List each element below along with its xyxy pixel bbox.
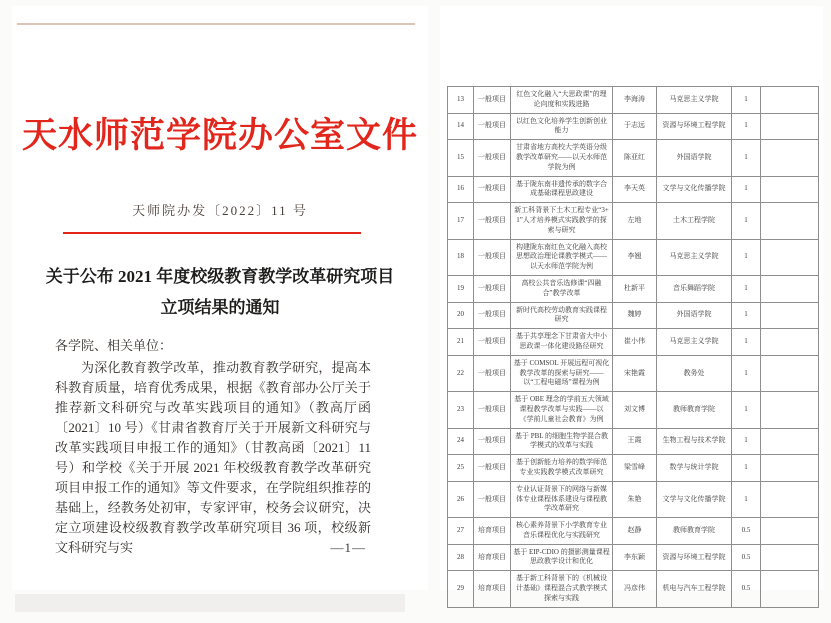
college-cell: 马克思主义学院 (657, 329, 732, 356)
table-row (448, 428, 819, 455)
red-divider-rule (63, 232, 361, 234)
notice-title (32, 262, 408, 323)
salutation-line: 各学院、相关单位： (55, 338, 173, 353)
row-number-cell: 29 (448, 571, 474, 607)
table-row (448, 239, 819, 275)
project-type-cell: 一般项目 (474, 355, 511, 391)
row-number-cell: 27 (448, 518, 474, 545)
leader-name-cell: 魏婷 (613, 302, 657, 329)
project-title-cell: 基于共享理念下甘肃省大中小思政课一体化建设路径研究 (511, 329, 613, 356)
college-cell: 资源与环境工程学院 (657, 113, 732, 140)
page-top-fold-line (17, 23, 415, 25)
project-title-cell: 高校公共音乐选修课“四融合”教学改革 (511, 275, 613, 302)
project-title-cell: 基于 PBL 的细胞生物学混合教学模式的改革与实践 (511, 428, 613, 455)
college-cell: 教师教育学院 (657, 518, 732, 545)
project-type-cell: 一般项目 (474, 455, 511, 482)
project-type-cell: 一般项目 (474, 481, 511, 517)
leader-name-cell: 宋艳霞 (613, 355, 657, 391)
notice-title-line2: 立项结果的通知 (160, 297, 280, 317)
project-title-cell: 核心素养背景下小学教育专业音乐课程优化与实践研究 (511, 518, 613, 545)
project-type-cell: 一般项目 (474, 113, 511, 140)
leader-name-cell: 崔小伟 (613, 329, 657, 356)
leader-name-cell: 李天英 (613, 176, 657, 203)
document-page-2 (440, 6, 823, 602)
score-cell: 1 (732, 176, 761, 203)
college-cell: 机电与汽车工程学院 (657, 571, 732, 607)
row-number-cell: 21 (448, 329, 474, 356)
project-title-cell: 基于 COMSOL 开展远程可视化教学改革的探索与研究——以“工程电磁场”课程为例 (511, 355, 613, 391)
leader-name-cell: 王霞 (613, 428, 657, 455)
row-number-cell: 25 (448, 455, 474, 482)
table-row (448, 140, 819, 176)
projects-table (447, 86, 819, 608)
note-cell (761, 355, 819, 391)
project-title-cell: 新工科背景下土木工程专业“3+1”人才培养模式实践教学的探索与研究 (511, 203, 613, 239)
project-type-cell: 一般项目 (474, 203, 511, 239)
project-type-cell: 培育项目 (474, 544, 511, 571)
college-cell: 文学与文化传播学院 (657, 176, 732, 203)
project-type-cell: 一般项目 (474, 392, 511, 428)
score-cell: 1 (732, 355, 761, 391)
next-page-edge-strip (15, 594, 405, 612)
project-title-cell: 以红色文化培养学生创新创业能力 (511, 113, 613, 140)
table-row (448, 392, 819, 428)
table-row (448, 302, 819, 329)
note-cell (761, 203, 819, 239)
project-type-cell: 一般项目 (474, 329, 511, 356)
note-cell (761, 455, 819, 482)
score-cell: 1 (732, 329, 761, 356)
project-title-cell: 专业认证背景下的网络与新媒体专业课程体系建设与课程教学改革研究 (511, 481, 613, 517)
table-row (448, 518, 819, 545)
score-cell: 1 (732, 275, 761, 302)
row-number-cell: 28 (448, 544, 474, 571)
college-cell: 土木工程学院 (657, 203, 732, 239)
project-title-cell: 基于 EIP-CDIO 的摄影测量课程思政教学设计和优化 (511, 544, 613, 571)
note-cell (761, 329, 819, 356)
project-type-cell: 培育项目 (474, 571, 511, 607)
project-type-cell: 一般项目 (474, 428, 511, 455)
college-cell: 数学与统计学院 (657, 455, 732, 482)
project-title-cell: 基于 OBE 理念的学前五大领域课程教学改革与实践——以《学前儿童社会教育》为例 (511, 392, 613, 428)
note-cell (761, 87, 819, 114)
project-title-cell: 新时代高校劳动教育实践课程研究 (511, 302, 613, 329)
leader-name-cell: 杜新平 (613, 275, 657, 302)
notice-title-line1: 关于公布 2021 年度校级教育教学改革研究项目 (45, 267, 395, 286)
college-cell: 外国语学院 (657, 140, 732, 176)
score-cell: 0.5 (732, 518, 761, 545)
score-cell: 1 (732, 239, 761, 275)
college-cell: 教务处 (657, 355, 732, 391)
row-number-cell: 17 (448, 203, 474, 239)
table-row (448, 275, 819, 302)
row-number-cell: 24 (448, 428, 474, 455)
project-title-cell: 甘肃省地方高校大学英语分级教学改革研究——以天水师范学院为例 (511, 140, 613, 176)
page-number: —1— (330, 540, 366, 555)
project-type-cell: 一般项目 (474, 176, 511, 203)
table-row (448, 176, 819, 203)
note-cell (761, 428, 819, 455)
score-cell: 1 (732, 302, 761, 329)
note-cell (761, 544, 819, 571)
college-cell: 音乐舞蹈学院 (657, 275, 732, 302)
note-cell (761, 113, 819, 140)
leader-name-cell: 左地 (613, 203, 657, 239)
row-number-cell: 23 (448, 392, 474, 428)
row-number-cell: 14 (448, 113, 474, 140)
row-number-cell: 19 (448, 275, 474, 302)
leader-name-cell: 李东颖 (613, 544, 657, 571)
project-type-cell: 一般项目 (474, 87, 511, 114)
project-type-cell: 培育项目 (474, 518, 511, 545)
note-cell (761, 571, 819, 607)
note-cell (761, 176, 819, 203)
score-cell: 1 (732, 203, 761, 239)
college-cell: 资源与环境工程学院 (657, 544, 732, 571)
project-type-cell: 一般项目 (474, 239, 511, 275)
leader-name-cell: 冯彦伟 (613, 571, 657, 607)
table-row (448, 355, 819, 391)
score-cell: 1 (732, 455, 761, 482)
body-paragraph: 为深化教育教学改革，推动教育教学研究，提高本科教育质量，培育优秀成果，根据《教育部办公厅关于推荐新文科研究与改革实践项目的通知》（教高厅函〔2021〕10 号）《甘肃省教育厅关于开展新文科研究与改革实践项目申报工作的通知》（甘教高函〔2021〕11 号）和学校《关于开展 2021 年校级教育教学改革研究项目申报工作的通知》等文件要求，在学院组织推荐的基础上，经教务处初审，专家评审，校务会议研究，决定立项建设校级教育教学改革研究项目 36 项，校级新文科研究与实 (55, 360, 371, 555)
note-cell (761, 392, 819, 428)
project-type-cell: 一般项目 (474, 140, 511, 176)
leader-name-cell: 李海涛 (613, 87, 657, 114)
leader-name-cell: 赵静 (613, 518, 657, 545)
project-type-cell: 一般项目 (474, 275, 511, 302)
college-cell: 教师教育学院 (657, 392, 732, 428)
score-cell: 1 (732, 481, 761, 517)
score-cell: 1 (732, 87, 761, 114)
leader-name-cell: 陈亚红 (613, 140, 657, 176)
projects-table-body (448, 87, 819, 608)
document-body (55, 336, 371, 558)
project-title-cell: 红色文化融入“大思政课”的理论向度和实践进路 (511, 87, 613, 114)
leader-name-cell: 朱艳 (613, 481, 657, 517)
note-cell (761, 275, 819, 302)
note-cell (761, 481, 819, 517)
note-cell (761, 302, 819, 329)
table-row (448, 544, 819, 571)
college-cell: 马克思主义学院 (657, 239, 732, 275)
row-number-cell: 16 (448, 176, 474, 203)
college-cell: 文学与文化传播学院 (657, 481, 732, 517)
score-cell: 1 (732, 428, 761, 455)
table-row (448, 203, 819, 239)
table-row (448, 87, 819, 114)
note-cell (761, 239, 819, 275)
row-number-cell: 18 (448, 239, 474, 275)
score-cell: 1 (732, 140, 761, 176)
row-number-cell: 13 (448, 87, 474, 114)
leader-name-cell: 于志远 (613, 113, 657, 140)
college-cell: 外国语学院 (657, 302, 732, 329)
row-number-cell: 20 (448, 302, 474, 329)
table-row (448, 481, 819, 517)
note-cell (761, 518, 819, 545)
table-row (448, 113, 819, 140)
score-cell: 0.5 (732, 571, 761, 607)
table-row (448, 329, 819, 356)
project-type-cell: 一般项目 (474, 302, 511, 329)
project-title-cell: 基于陇东南非遗传承的数字合成基础课程思政建设 (511, 176, 613, 203)
table-row (448, 571, 819, 607)
project-title-cell: 构建陇东南红色文化融入高校思想政治理论课教学模式——以天水师范学院为例 (511, 239, 613, 275)
project-title-cell: 基于创新能力培养的数学师范专业实践教学模式改革研究 (511, 455, 613, 482)
leader-name-cell: 梁雪峰 (613, 455, 657, 482)
table-row (448, 455, 819, 482)
row-number-cell: 15 (448, 140, 474, 176)
red-letterhead-title: 天水师范学院办公室文件 (21, 116, 418, 155)
score-cell: 1 (732, 113, 761, 140)
score-cell: 1 (732, 392, 761, 428)
project-title-cell: 基于新工科背景下的《机械设计基础》课程混合式教学模式探索与实践 (511, 571, 613, 607)
document-page-1 (12, 6, 428, 590)
leader-name-cell: 李翘 (613, 239, 657, 275)
score-cell: 0.5 (732, 544, 761, 571)
note-cell (761, 140, 819, 176)
row-number-cell: 26 (448, 481, 474, 517)
college-cell: 马克思主义学院 (657, 87, 732, 114)
document-reference-number: 天师院办发〔2022〕11 号 (132, 203, 308, 218)
row-number-cell: 22 (448, 355, 474, 391)
leader-name-cell: 刘文博 (613, 392, 657, 428)
college-cell: 生物工程与技术学院 (657, 428, 732, 455)
